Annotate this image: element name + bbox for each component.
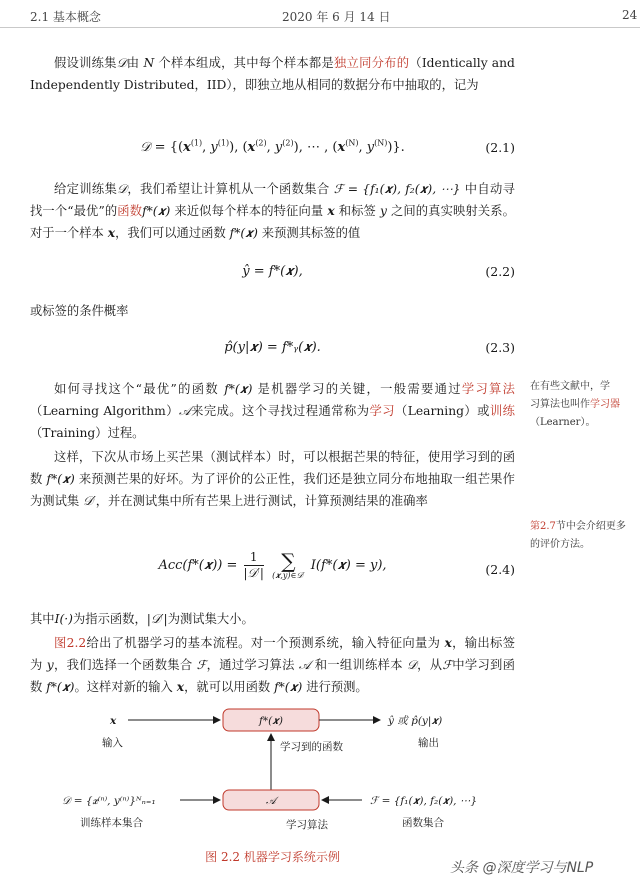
sidenote-evaluation: 第2.7节中会介绍更多 的评价方法。	[530, 521, 626, 550]
paragraph-flow: 图2.2给出了机器学习的基本流程。对一个预测系统，输入特征向量为 𝒙，输出标签为 y，我们选择一个函数集合 ℱ，通过学习算法 𝒜 和一组训练样本 𝒟，从ℱ中学习到函数 f*(𝒙)。这样对新的输入 𝒙，就可以用函数 f*(𝒙) 进行预测。	[30, 635, 515, 694]
equation-2-4: Acc(f*(𝒙)) = $\frac{1}{\text{|𝒟′|}}$ ∑ (𝒙,y)∈𝒟′ I(f*(𝒙) = y), (2.4)	[158, 548, 515, 580]
diagram-input-x: 𝒙	[110, 715, 117, 727]
diagram-input-label: 输入	[102, 737, 123, 749]
diagram-algo-label: 学习算法	[286, 819, 328, 831]
page-number: 24	[622, 8, 638, 22]
link-iid[interactable]: 独立同分布的	[334, 56, 410, 70]
paragraph-function: 给定训练集𝒟，我们希望让计算机从一个函数集合 ℱ = {f₁(𝒙), f₂(𝒙), ⋯} 中自动寻找一个“最优”的函数f*(𝒙) 来近似每个样本的特征向量 𝒙 和标签 y 之间的真实映射关系。对于一个样本 𝒙，我们可以通过函数 f*(𝒙) 来预测其标签的值	[30, 182, 515, 240]
sidenote-learner: 在有些文献中，学 习算法也叫作学习器 （Learner）。	[530, 381, 620, 428]
model-box-label: f*(𝒙)	[258, 715, 284, 727]
watermark: 头条 @深度学习与NLP	[450, 860, 594, 876]
algorithm-box-label: 𝒜	[266, 795, 276, 807]
paragraph-iid: 假设训练集𝒟由 N 个样本组成，其中每个样本都是独立同分布的（Identically and Independently Distributed，IID），即独立地从相同的数据分布中抽取的，记为	[30, 56, 515, 92]
ml-system-diagram	[40, 700, 510, 850]
diagram-learned-label: 学习到的函数	[280, 741, 343, 753]
link-learning-algorithm[interactable]: 学习算法	[461, 382, 515, 396]
running-date: 2020 年 6 月 14 日	[282, 10, 391, 24]
header-rule	[0, 27, 640, 28]
paragraph-learning: 如何寻找这个“最优”的函数 f*(𝒙) 是机器学习的关键，一般需要通过学习算法（Learning Algorithm）𝒜来完成。这个寻找过程通常称为学习（Learning）或训练（Training）过程。	[30, 382, 515, 440]
diagram-train-label: 训练样本集合	[80, 817, 143, 829]
running-section: 2.1 基本概念	[30, 10, 101, 24]
link-function[interactable]: 函数	[117, 204, 143, 218]
equation-2-3: p̂(y|𝒙) = f*ᵧ(𝒙). (2.3)	[224, 340, 515, 355]
link-learning[interactable]: 学习	[369, 404, 395, 418]
equation-2-1: 𝒟 = {($x^{(1)}$, $y^{(1)}$), ($x^{(2)}$, $y^{(2)}$), ⋯ , ($x^{(N)}$, $y^{(N)}$)}. (2.1)	[140, 138, 515, 155]
paragraph-conditional: 或标签的条件概率	[30, 304, 129, 318]
sidenote-link-section[interactable]: 第2.7	[530, 521, 556, 532]
sidenote-link-learner[interactable]: 学习器	[590, 399, 620, 410]
link-training[interactable]: 训练	[489, 404, 515, 418]
diagram-func-label: 函数集合	[402, 817, 444, 829]
figure-caption: 图 2.2 机器学习系统示例	[205, 850, 340, 864]
equation-number: (2.1)	[485, 140, 515, 155]
diagram-output: ŷ 或 p̂(y|𝒙)	[388, 715, 443, 727]
diagram-func-set: ℱ = {f₁(𝒙), f₂(𝒙), ⋯}	[370, 795, 478, 807]
diagram-output-label: 输出	[418, 737, 439, 749]
link-figure-2-2[interactable]: 图2.2	[54, 636, 87, 650]
paragraph-test: 这样，下次从市场上买芒果（测试样本）时，可以根据芒果的特征，使用学习到的函数 f*(𝒙) 来预测芒果的好坏。为了评价的公正性，我们还是独立同分布地抽取一组芒果作为测试集 𝒟′，并在测试集中所有芒果上进行测试，计算预测结果的准确率	[30, 450, 515, 508]
paragraph-indicator: 其中I(·)为指示函数，|𝒟′|为测试集大小。	[30, 612, 254, 626]
diagram-train-set: 𝒟 = {𝒙⁽ⁿ⁾, y⁽ⁿ⁾}ᴺₙ₌₁	[62, 795, 156, 807]
equation-2-2: ŷ = f*(𝒙), (2.2)	[242, 264, 515, 279]
